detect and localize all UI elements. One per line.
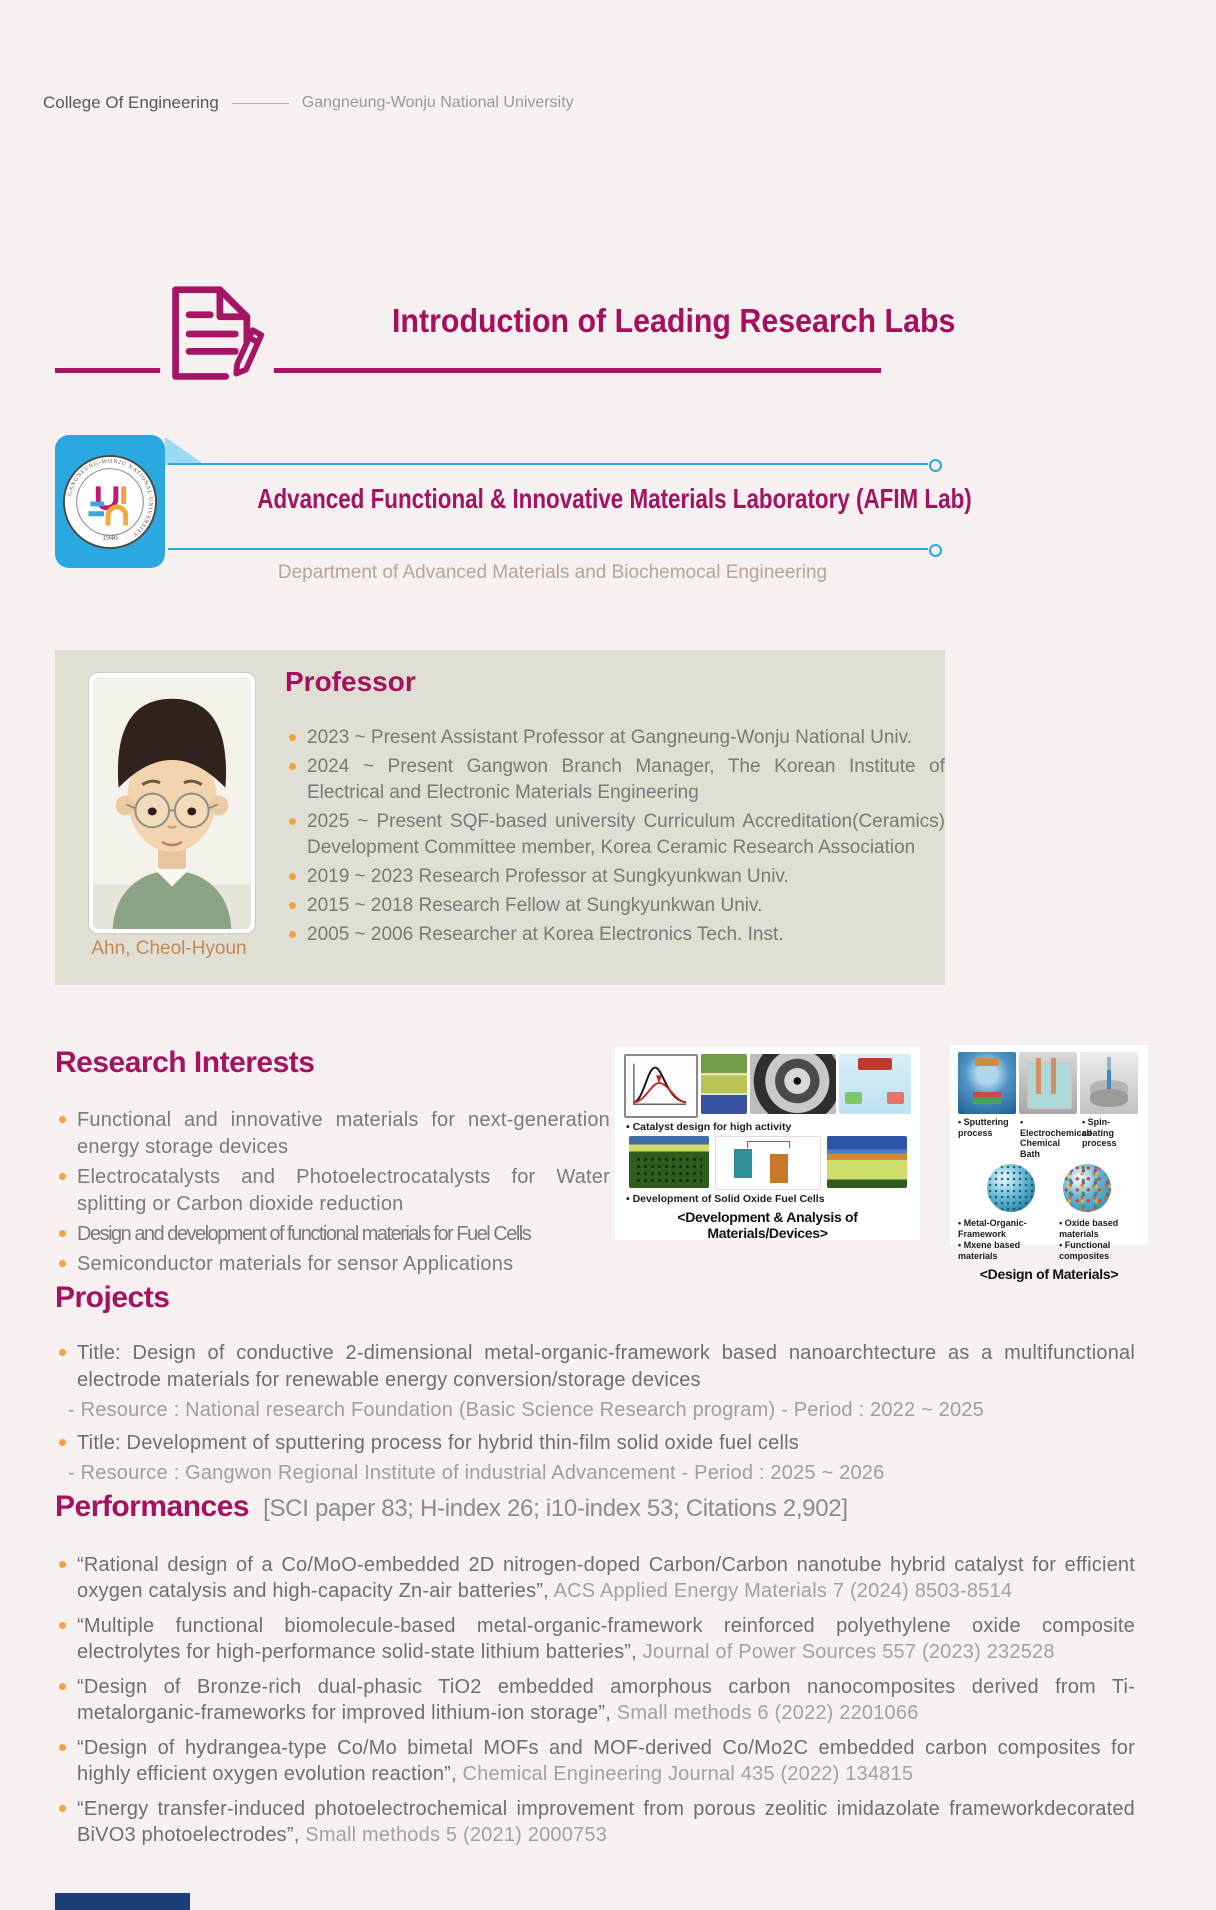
panel1-caption-2: • Development of Solid Oxide Fuel Cells — [626, 1193, 825, 1205]
publication-item: “Rational design of a Co/MoO-embedded 2D nitrogen-doped Carbon/Carbon nanotube hybrid catalyst for efficient oxygen catalysis and high-capacity Zn-air batteries”, ACS Applied Energy Materials 7 (2024) 8503-8514 — [55, 1552, 1135, 1604]
catalyst-figure-row — [624, 1054, 911, 1118]
history-item: 2023 ~ Present Assistant Professor at Gangneung-Wonju National Univ. — [285, 725, 945, 751]
university-label: Gangneung-Wonju National University — [301, 94, 574, 111]
professor-history-list — [285, 725, 945, 951]
chemical-bath-image — [1019, 1052, 1077, 1114]
interest-item: Semiconductor materials for sensor Applications — [55, 1251, 610, 1278]
publication-item: “Design of Bronze-rich dual-phasic TiO2 embedded amorphous carbon nanocomposites derived from Ti-metalorganic-frameworks for improved lithium-ion storage”, Small methods 6 (2022) 2201066 — [55, 1674, 1135, 1726]
history-item: 2015 ~ 2018 Research Fellow at Sungkyunkwan Univ. — [285, 893, 945, 919]
document-pencil-icon — [160, 282, 274, 388]
research-interests-list — [55, 1107, 610, 1281]
layered-stack-image — [827, 1136, 907, 1188]
lab-banner-top-line — [168, 463, 928, 465]
publication-item: “Multiple functional biomolecule-based metal-organic-framework reinforced polyethylene oxide composite electrolytes for high-performance solid-state lithium batteries”, Journal of Power Sources 557 (2023) 232528 — [55, 1613, 1135, 1665]
project-title: Title: Development of sputtering process for hybrid thin-film solid oxide fuel cells — [55, 1430, 1135, 1457]
svg-text:1946: 1946 — [102, 532, 118, 542]
lab-banner-bottom-line — [168, 548, 928, 550]
spin-coating-image — [1080, 1052, 1138, 1114]
history-item: 2024 ~ Present Gangwon Branch Manager, The Korean Institute of Electrical and Electronic Materials Engineering — [285, 754, 945, 806]
research-interests-heading: Research Interests — [55, 1046, 315, 1079]
interest-item: Electrocatalysts and Photoelectrocatalysts for Water splitting or Carbon dioxide reduction — [55, 1164, 610, 1218]
header-divider — [232, 103, 289, 104]
interest-item: Functional and innovative materials for next-generation energy storage devices — [55, 1107, 610, 1161]
electrode-plate-image — [629, 1136, 709, 1188]
catalyst-activity-plot — [624, 1054, 698, 1118]
professor-photo — [88, 672, 256, 934]
logo-fold-decoration — [165, 437, 205, 465]
fuel-cell-figure-row — [624, 1136, 911, 1190]
performances-heading-row — [55, 1490, 848, 1524]
caption-spin: • Spin-coating process — [1082, 1117, 1117, 1148]
tem-image — [750, 1054, 836, 1114]
publication-item: “Design of hydrangea-type Co/Mo bimetal MOFs and MOF-derived Co/Mo2C embedded carbon composites for highly efficient oxygen evolution reaction”, Chemical Engineering Journal 435 (2022) 134815 — [55, 1735, 1135, 1787]
performances-heading: Performances — [55, 1490, 250, 1523]
history-item: 2025 ~ Present SQF-based university Curriculum Accreditation(Ceramics) Development Committee member, Korea Ceramic Research Association — [285, 809, 945, 861]
publications-list — [55, 1552, 1135, 1857]
process-captions — [958, 1117, 1140, 1159]
history-item: 2019 ~ 2023 Research Professor at Sungkyunkwan Univ. — [285, 864, 945, 890]
sputtering-process-image — [958, 1052, 1016, 1114]
publication-item: “Energy transfer-induced photoelectrochemical improvement from porous zeolitic imidazolate frameworkdecorated BiVO3 photoelectrodes”, Small methods 5 (2021) 2000753 — [55, 1796, 1135, 1848]
page-title: Introduction of Leading Research Labs — [391, 302, 955, 339]
professor-heading: Professor — [285, 666, 416, 697]
figure-panel-materials-devices — [615, 1047, 920, 1240]
panel1-caption-1: • Catalyst design for high activity — [626, 1121, 792, 1133]
material-captions — [958, 1218, 1140, 1262]
line-end-dot-top — [929, 459, 942, 472]
caption-bath: • Electrochemical/ Chemical Bath — [1020, 1117, 1092, 1159]
department-name: Department of Advanced Materials and Biochemocal Engineering — [277, 562, 828, 583]
panel1-footer: <Development & Analysis of Materials/Devices> — [677, 1209, 858, 1241]
svg-text:GANGNEUNG-WONJU NATIONAL UNIVE: GANGNEUNG-WONJU NATIONAL UNIVERSITY — [67, 458, 154, 538]
process-figure-row — [958, 1052, 1140, 1114]
micrograph-stack — [701, 1054, 747, 1114]
fuel-cell-schematic — [715, 1136, 821, 1190]
panel2-footer: <Design of Materials> — [979, 1266, 1119, 1282]
college-label: College Of Engineering — [43, 93, 219, 112]
professor-name: Ahn, Cheol-Hyoun — [91, 938, 247, 959]
project-resource: - Resource : National research Foundation (Basic Science Research program) - Period : 2022 ~ 2025 — [68, 1399, 984, 1421]
material-spheres — [958, 1164, 1140, 1212]
mof-sphere-image — [987, 1164, 1035, 1212]
project-title: Title: Design of conductive 2-dimensional metal-organic-framework based nanoarchtecture as a multifunctional electrode materials for renewable energy conversion/storage devices — [55, 1340, 1135, 1394]
oxide-sphere-image — [1063, 1164, 1111, 1212]
caption-sputtering: • Sputtering process — [958, 1117, 1009, 1138]
interest-item: Design and development of functional materials for Fuel Cells — [55, 1221, 610, 1248]
figure-panel-design-of-materials — [950, 1045, 1148, 1282]
projects-heading: Projects — [55, 1281, 170, 1314]
university-seal-logo — [55, 435, 165, 568]
professor-card — [55, 650, 945, 985]
project-resource: - Resource : Gangwon Regional Institute of industrial Advancement - Period : 2025 ~ 2026 — [68, 1462, 885, 1484]
hydrogen-production-schematic — [839, 1054, 911, 1114]
page-header — [43, 93, 574, 113]
citation-metrics: [SCI paper 83; H-index 26; i10-index 53; Citations 2,902] — [263, 1495, 848, 1522]
line-end-dot-bottom — [929, 544, 942, 557]
lab-name: Advanced Functional & Innovative Materials Laboratory (AFIM Lab) — [257, 483, 972, 514]
history-item: 2005 ~ 2006 Researcher at Korea Electronics Tech. Inst. — [285, 922, 945, 948]
materials-right: • Oxide based materials • Functional composites — [1059, 1218, 1119, 1261]
materials-left: • Metal-Organic-Framework • Mxene based materials — [958, 1218, 1027, 1261]
footer-accent-bar — [55, 1893, 190, 1910]
projects-list — [55, 1340, 1135, 1493]
